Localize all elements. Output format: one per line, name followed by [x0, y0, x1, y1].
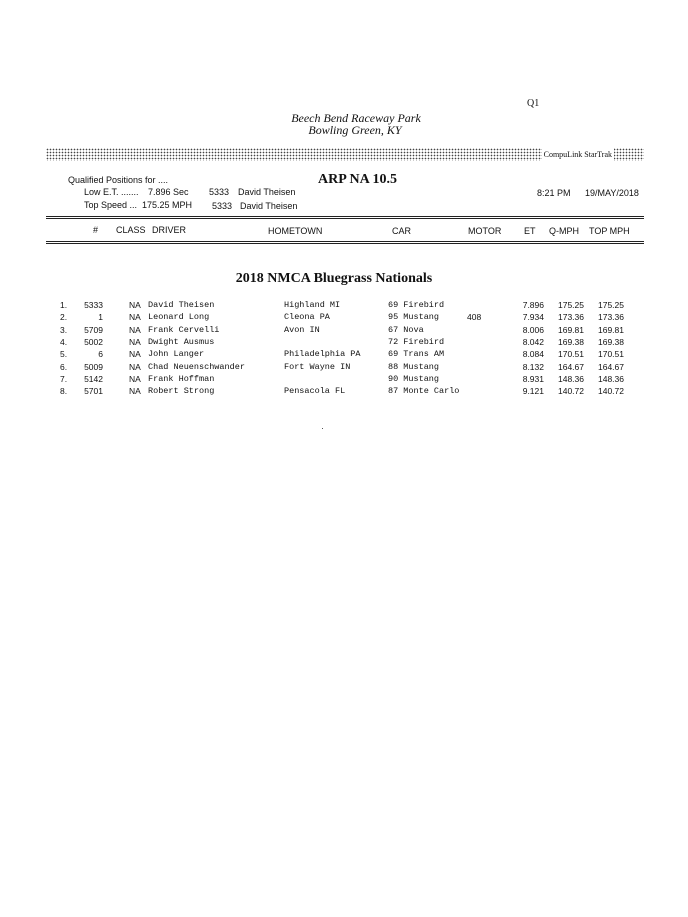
cell-hometown: Pensacola FL	[284, 386, 346, 397]
cell-pos: 6.	[60, 361, 68, 372]
cell-car: 69 Firebird	[388, 300, 445, 310]
cell-topmph: 140.72	[598, 386, 624, 397]
cell-num: 5142	[84, 373, 103, 384]
cell-et: 9.121	[522, 386, 544, 397]
class-title: ARP NA 10.5	[318, 172, 397, 187]
cell-car: 88 Mustang	[388, 361, 440, 372]
report-time: 8:21 PM	[537, 188, 571, 198]
band-label: CompuLink StarTrak	[543, 150, 612, 159]
report-date: 19/MAY/2018	[585, 188, 639, 198]
cell-num: 1	[98, 312, 103, 323]
cell-et: 8.931	[522, 373, 544, 384]
col-car: CAR	[392, 226, 412, 236]
cell-driver: Leonard Long	[148, 312, 210, 323]
cell-num: 5701	[84, 386, 103, 397]
cell-driver: Frank Hoffman	[148, 373, 215, 384]
cell-topmph: 175.25	[598, 300, 624, 310]
cell-qmph: 173.36	[558, 312, 584, 323]
top-speed-value: 175.25 MPH	[142, 200, 193, 210]
header-rule-bottom	[46, 241, 644, 242]
cell-et: 8.132	[522, 361, 544, 372]
cell-driver: Chad Neuenschwander	[148, 361, 245, 372]
cell-et: 8.084	[522, 349, 544, 360]
cell-class: NA	[129, 386, 141, 397]
cell-et: 8.042	[522, 336, 544, 347]
cell-motor: 408	[467, 312, 482, 323]
cell-class: NA	[129, 312, 141, 323]
table-row	[0, 374, 688, 386]
cell-qmph: 169.38	[558, 336, 584, 347]
low-et-car: 5333	[209, 187, 230, 197]
cell-et: 8.006	[522, 324, 544, 335]
cell-qmph: 164.67	[558, 361, 584, 372]
header-rule-top	[46, 216, 644, 217]
cell-driver: Frank Cervelli	[148, 324, 220, 335]
cell-pos: 3.	[60, 324, 68, 335]
table-row	[0, 312, 688, 324]
cell-et: 7.934	[522, 312, 544, 323]
col-hometown: HOMETOWN	[268, 226, 323, 236]
cell-pos: 1.	[60, 300, 68, 310]
cell-hometown: Fort Wayne IN	[284, 361, 351, 372]
cell-class: NA	[129, 361, 141, 372]
cell-num: 5002	[84, 336, 103, 347]
cell-driver: David Theisen	[148, 300, 215, 310]
table-row	[0, 386, 688, 398]
cell-class: NA	[129, 300, 141, 310]
cell-qmph: 170.51	[558, 349, 584, 360]
cell-pos: 8.	[60, 386, 68, 397]
cell-hometown: Highland MI	[284, 300, 341, 310]
table-row	[0, 325, 688, 337]
low-et-driver: David Theisen	[238, 187, 296, 197]
table-row	[0, 349, 688, 361]
top-speed-car: 5333	[212, 201, 233, 211]
cell-car: 87 Monte Carlo	[388, 386, 460, 397]
cell-car: 67 Nova	[388, 324, 424, 335]
table-row	[0, 300, 688, 312]
cell-topmph: 169.81	[598, 324, 624, 335]
corner-label: Q1	[527, 98, 540, 109]
table-row	[0, 337, 688, 349]
cell-qmph: 169.81	[558, 324, 584, 335]
cell-driver: Robert Strong	[148, 386, 215, 397]
cell-hometown: Philadelphia PA	[284, 349, 361, 360]
header-rule-top-2	[46, 218, 644, 219]
cell-pos: 2.	[60, 312, 68, 323]
cell-car: 69 Trans AM	[388, 349, 445, 360]
col-driver: DRIVER	[152, 225, 187, 235]
top-speed-driver: David Theisen	[240, 201, 298, 211]
cell-class: NA	[129, 349, 141, 360]
col-qmph: Q-MPH	[549, 226, 579, 236]
dotted-band	[46, 148, 644, 161]
cell-num: 6	[98, 349, 103, 360]
cell-driver: John Langer	[148, 349, 205, 360]
cell-topmph: 164.67	[598, 361, 624, 372]
cell-driver: Dwight Ausmus	[148, 336, 215, 347]
cell-qmph: 148.36	[558, 373, 584, 384]
cell-hometown: Cleona PA	[284, 312, 330, 323]
cell-class: NA	[129, 336, 141, 347]
cell-topmph: 170.51	[598, 349, 624, 360]
cell-qmph: 140.72	[558, 386, 584, 397]
cell-num: 5709	[84, 324, 103, 335]
cell-topmph: 173.36	[598, 312, 624, 323]
cell-topmph: 169.38	[598, 336, 624, 347]
header-rule-bottom-2	[46, 243, 644, 244]
top-speed-label: Top Speed ...	[84, 200, 138, 210]
cell-pos: 4.	[60, 336, 68, 347]
track-name: Beech Bend Raceway Park	[291, 111, 421, 125]
cell-pos: 5.	[60, 349, 68, 360]
cell-class: NA	[129, 324, 141, 335]
cell-num: 5333	[84, 300, 103, 310]
cell-class: NA	[129, 373, 141, 384]
col-num: #	[93, 225, 99, 235]
col-topmph: TOP MPH	[589, 226, 630, 236]
table-row	[0, 362, 688, 374]
cell-pos: 7.	[60, 373, 68, 384]
col-class: CLASS	[116, 225, 146, 235]
stray-dot	[322, 428, 323, 429]
cell-qmph: 175.25	[558, 300, 584, 310]
cell-car: 95 Mustang	[388, 312, 440, 323]
cell-num: 5009	[84, 361, 103, 372]
low-et-value: 7.896 Sec	[148, 187, 189, 197]
track-location: Bowling Green, KY	[308, 123, 402, 137]
event-title: 2018 NMCA Bluegrass Nationals	[235, 271, 433, 286]
col-motor: MOTOR	[468, 226, 502, 236]
cell-car: 90 Mustang	[388, 373, 440, 384]
cell-car: 72 Firebird	[388, 336, 445, 347]
low-et-label: Low E.T. .......	[84, 187, 139, 197]
cell-et: 7.896	[522, 300, 544, 310]
cell-topmph: 148.36	[598, 373, 624, 384]
col-et: ET	[524, 226, 536, 236]
qualified-label: Qualified Positions for ....	[68, 175, 169, 185]
cell-hometown: Avon IN	[284, 324, 320, 335]
